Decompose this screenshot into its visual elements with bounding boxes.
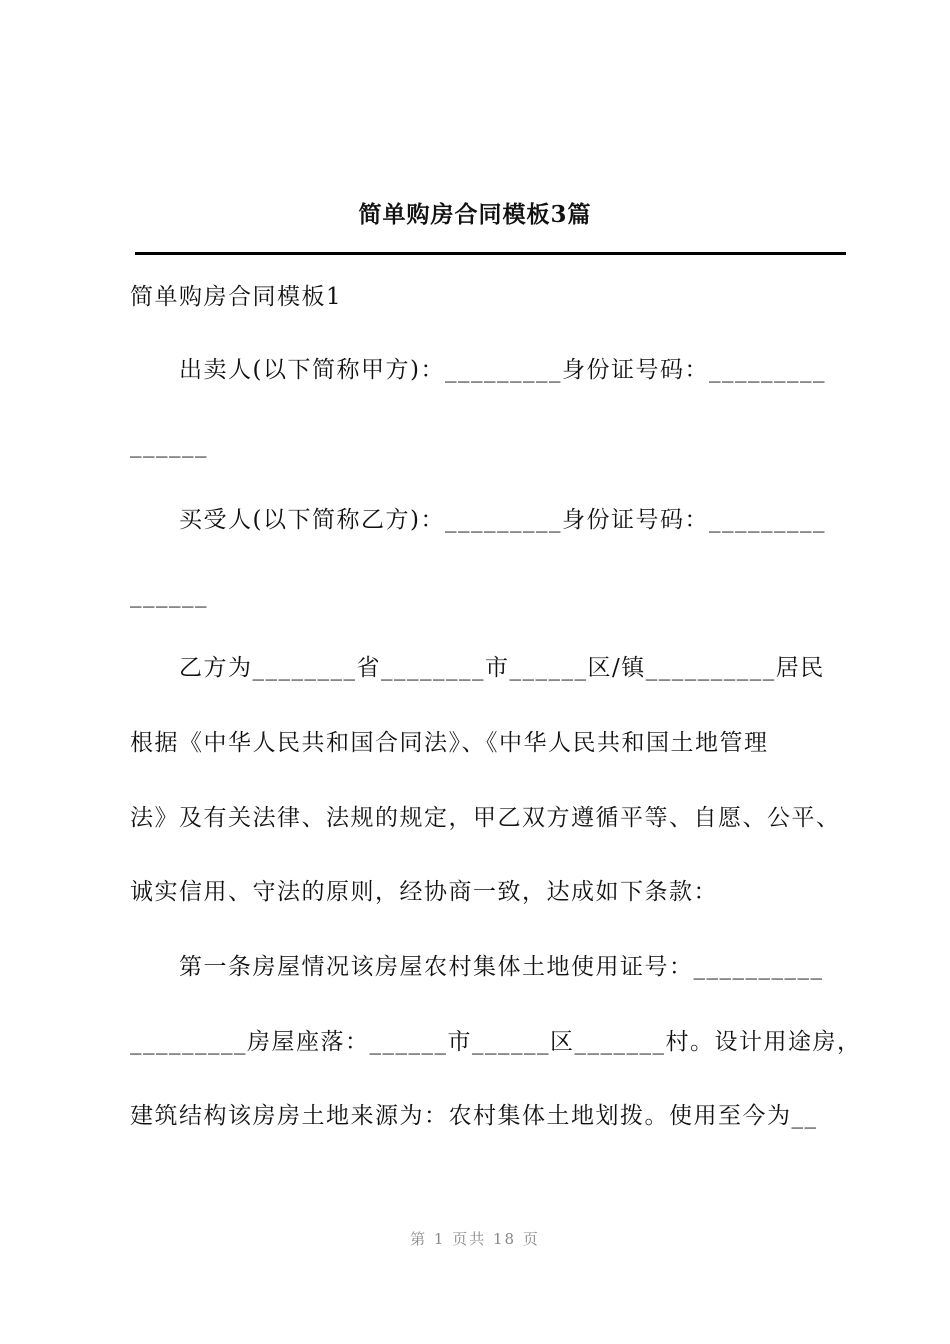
body-line: 买受人(以下简称乙方)：_________身份证号码：_________ [130,507,826,533]
body-line: 出卖人(以下简称甲方)：_________身份证号码：_________ [130,357,826,383]
body-line: ______ [130,582,208,608]
body-line: 乙方为________省________市______区/镇__________居民 [130,655,825,681]
body-line: 根据《中华人民共和国合同法》、《中华人民共和国土地管理 [130,730,769,756]
body-line: _________房屋座落：______市______区_______村。设计用途房， [130,1029,862,1055]
title-divider [135,252,846,255]
document-title: 简单购房合同模板3篇 [358,201,592,228]
body-line: 第一条房屋情况该房屋农村集体土地使用证号：__________ [130,954,824,980]
body-line: 法》及有关法律、法规的规定，甲乙双方遵循平等、自愿、公平、 [130,805,841,831]
section-heading: 简单购房合同模板1 [130,284,343,310]
body-line: 建筑结构该房房土地来源为：农村集体土地划拨。使用至今为__ [130,1103,818,1129]
page-number-footer: 第 1 页共 18 页 [410,1230,540,1248]
body-line: 诚实信用、守法的原则，经协商一致，达成如下条款： [130,879,718,905]
body-line: ______ [130,432,208,458]
